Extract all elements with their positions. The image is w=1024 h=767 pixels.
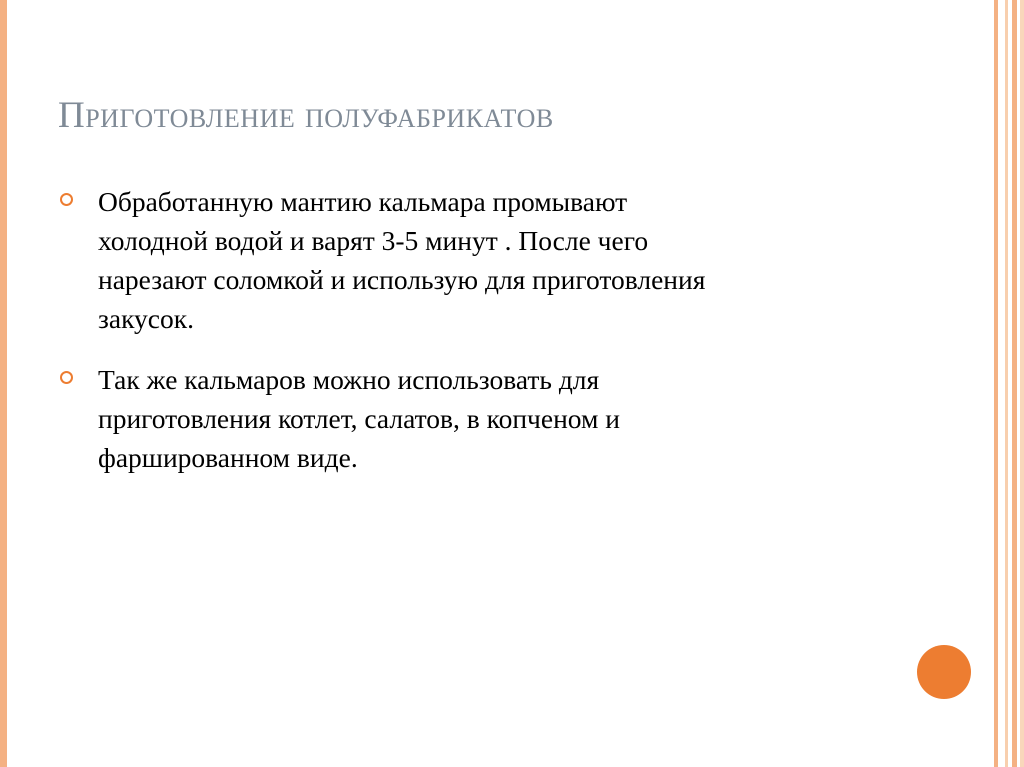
bullet-circle-icon — [60, 371, 73, 384]
stripe-4 — [1020, 0, 1024, 767]
orange-circle-decoration-icon — [917, 645, 971, 699]
list-item-text: Обработанную мантию кальмара промывают холодной водой и варят 3-5 минут . После чего нарезают соломкой и использую для приготовления закусок. — [98, 186, 706, 335]
stripe-3 — [1012, 0, 1017, 767]
stripe-2 — [1005, 0, 1008, 767]
list-item — [54, 182, 914, 338]
stripe-1 — [994, 0, 998, 767]
right-decorative-stripes — [990, 0, 1024, 767]
left-accent-bar — [0, 0, 7, 767]
bullet-list — [54, 182, 914, 477]
list-item — [54, 360, 914, 477]
list-item-text: Так же кальмаров можно использовать для приготовления котлет, салатов, в копченом и фаршированном виде. — [98, 364, 621, 474]
slide-title: Приготовление полуфабрикатов — [58, 95, 554, 136]
slide-body — [54, 182, 914, 499]
bullet-circle-icon — [60, 193, 73, 206]
